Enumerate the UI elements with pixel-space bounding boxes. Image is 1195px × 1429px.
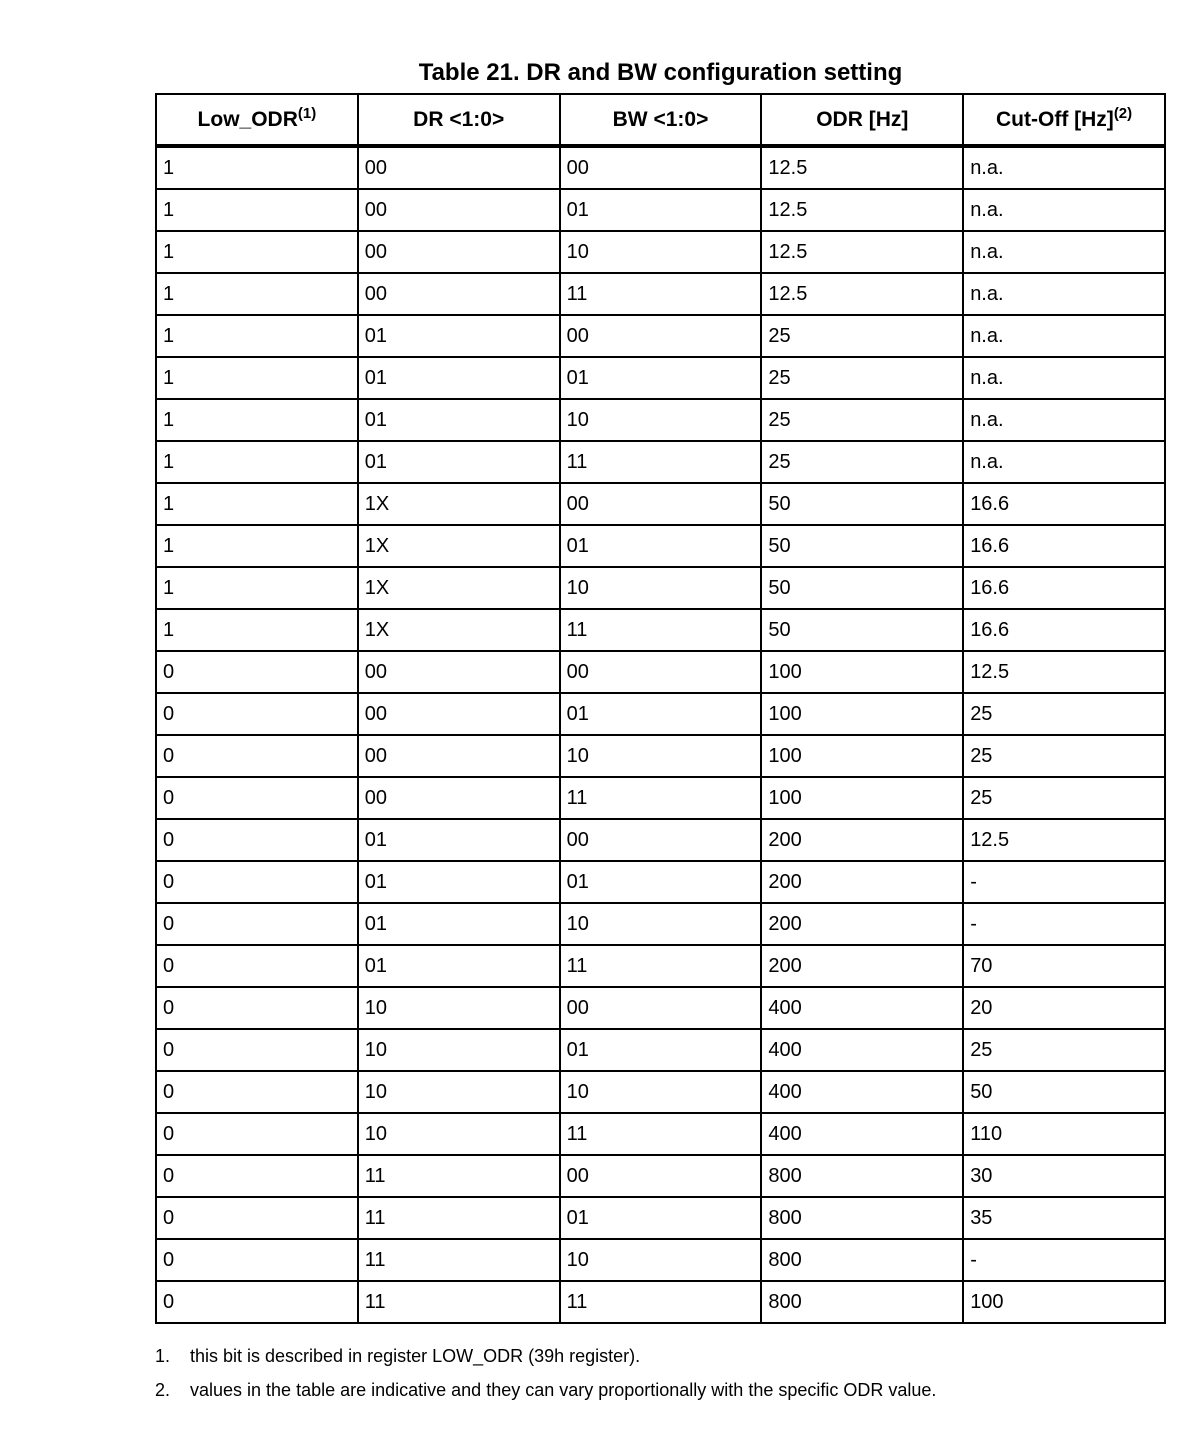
table-cell: 0 [156, 945, 358, 987]
footnote-ref: (1) [297, 104, 317, 122]
table-cell: 00 [358, 777, 560, 819]
column-header-label: Low_ODR [197, 107, 298, 131]
table-cell: 800 [761, 1239, 963, 1281]
table-cell: 0 [156, 651, 358, 693]
table-cell: 0 [156, 693, 358, 735]
table-cell: n.a. [963, 146, 1165, 189]
table-cell: 16.6 [963, 525, 1165, 567]
footnote-number: 2. [155, 1380, 171, 1400]
table-cell: 100 [761, 651, 963, 693]
table-cell: 11 [560, 1113, 762, 1155]
table-cell: 200 [761, 945, 963, 987]
table-cell: 12.5 [761, 231, 963, 273]
table-cell: 1 [156, 231, 358, 273]
table-cell: 01 [560, 693, 762, 735]
table-cell: 00 [560, 1155, 762, 1197]
table-cell: 01 [560, 189, 762, 231]
table-cell: 0 [156, 1071, 358, 1113]
table-cell: 30 [963, 1155, 1165, 1197]
table-cell: 1 [156, 315, 358, 357]
table-cell: 10 [560, 567, 762, 609]
column-header [358, 94, 560, 146]
table-row [156, 315, 1165, 357]
dr-bw-config-table [155, 93, 1166, 1324]
table-cell: 00 [560, 819, 762, 861]
table-title: Table 21. DR and BW configuration setting [418, 59, 903, 86]
table-row [156, 945, 1165, 987]
table-cell: 10 [560, 1071, 762, 1113]
column-header-label: DR <1:0> [413, 107, 505, 131]
table-row [156, 1197, 1165, 1239]
table-cell: 400 [761, 1029, 963, 1071]
table-cell: 11 [358, 1239, 560, 1281]
table-cell: 800 [761, 1197, 963, 1239]
table-cell: 0 [156, 1155, 358, 1197]
table-cell: 01 [358, 357, 560, 399]
table-cell: 35 [963, 1197, 1165, 1239]
table-cell: 25 [963, 777, 1165, 819]
table-body [156, 146, 1165, 1323]
table-row [156, 1155, 1165, 1197]
table-cell: 00 [358, 231, 560, 273]
table-cell: 16.6 [963, 609, 1165, 651]
table-cell: 0 [156, 777, 358, 819]
table-cell: 10 [358, 1071, 560, 1113]
table-row [156, 987, 1165, 1029]
table-cell: 800 [761, 1155, 963, 1197]
table-cell: 10 [560, 1239, 762, 1281]
table-cell: 100 [761, 693, 963, 735]
table-cell: n.a. [963, 441, 1165, 483]
column-header-label: Cut-Off [Hz] [996, 107, 1114, 131]
table-cell: 10 [358, 1113, 560, 1155]
table-cell: 1 [156, 357, 358, 399]
table-cell: 200 [761, 819, 963, 861]
table-row [156, 567, 1165, 609]
table-cell: 11 [358, 1197, 560, 1239]
table-cell: n.a. [963, 189, 1165, 231]
table-cell: 100 [761, 777, 963, 819]
table-cell: 0 [156, 1029, 358, 1071]
column-header-label: BW <1:0> [612, 107, 709, 131]
table-cell: 00 [560, 483, 762, 525]
table-cell: 11 [358, 1155, 560, 1197]
footnote-text: this bit is described in register LOW_ODR (39h register). [190, 1346, 641, 1366]
table-cell: 1X [358, 483, 560, 525]
table-cell: 0 [156, 1281, 358, 1323]
table-cell: 0 [156, 735, 358, 777]
table-cell: 200 [761, 903, 963, 945]
table-cell: - [963, 861, 1165, 903]
table-row [156, 1029, 1165, 1071]
table-row [156, 357, 1165, 399]
table-cell: 100 [761, 735, 963, 777]
table-cell: 12.5 [761, 146, 963, 189]
table-row [156, 693, 1165, 735]
table-cell: 00 [358, 273, 560, 315]
table-cell: 1 [156, 399, 358, 441]
table-cell: 25 [761, 399, 963, 441]
table-cell: 01 [358, 315, 560, 357]
table-cell: 25 [963, 735, 1165, 777]
table-cell: 00 [560, 651, 762, 693]
table-cell: 400 [761, 1113, 963, 1155]
footnote-text: values in the table are indicative and they can vary proportionally with the specific ODR value. [190, 1380, 937, 1400]
table-cell: 00 [358, 651, 560, 693]
table-cell: 0 [156, 861, 358, 903]
table-cell: 01 [358, 399, 560, 441]
table-cell: 00 [560, 987, 762, 1029]
table-row [156, 483, 1165, 525]
table-cell: 50 [963, 1071, 1165, 1113]
table-cell: 00 [358, 693, 560, 735]
table-row [156, 735, 1165, 777]
table-row [156, 1113, 1165, 1155]
table-cell: 12.5 [963, 819, 1165, 861]
table-cell: 16.6 [963, 483, 1165, 525]
table-cell: 25 [963, 693, 1165, 735]
table-row [156, 1239, 1165, 1281]
footnote-number: 1. [155, 1346, 171, 1366]
table-cell: 50 [761, 525, 963, 567]
table-cell: 10 [560, 231, 762, 273]
footnote [155, 1378, 1166, 1402]
table-cell: 01 [358, 819, 560, 861]
table-cell: 25 [761, 357, 963, 399]
table-cell: 25 [761, 441, 963, 483]
table-row [156, 609, 1165, 651]
table-cell: 00 [358, 189, 560, 231]
table-cell: n.a. [963, 399, 1165, 441]
table-cell: 11 [560, 777, 762, 819]
table-cell: 01 [358, 441, 560, 483]
table-row [156, 777, 1165, 819]
table-row [156, 399, 1165, 441]
table-cell: 25 [963, 1029, 1165, 1071]
table-cell: 01 [358, 903, 560, 945]
table-cell: 01 [560, 1029, 762, 1071]
table-cell: 01 [358, 861, 560, 903]
table-header-row [156, 94, 1165, 146]
table-cell: 20 [963, 987, 1165, 1029]
table-cell: 11 [560, 1281, 762, 1323]
table-cell: 11 [358, 1281, 560, 1323]
table-footnotes [155, 1344, 1166, 1412]
footnote [155, 1344, 1166, 1368]
table-cell: 12.5 [761, 273, 963, 315]
table-cell: 10 [358, 1029, 560, 1071]
table-cell: 0 [156, 819, 358, 861]
table-row [156, 189, 1165, 231]
table-row [156, 1281, 1165, 1323]
table-cell: 0 [156, 987, 358, 1029]
table-cell: 11 [560, 945, 762, 987]
table-cell: 01 [560, 525, 762, 567]
table-cell: 00 [358, 146, 560, 189]
table-cell: 1X [358, 567, 560, 609]
table-cell: 12.5 [761, 189, 963, 231]
table-cell: 10 [358, 987, 560, 1029]
table-cell: 100 [963, 1281, 1165, 1323]
table-cell: 00 [560, 146, 762, 189]
table-cell: 0 [156, 1197, 358, 1239]
table-cell: 16.6 [963, 567, 1165, 609]
column-header [560, 94, 762, 146]
table-cell: 01 [358, 945, 560, 987]
table-cell: 1 [156, 483, 358, 525]
table-cell: - [963, 903, 1165, 945]
table-cell: 1 [156, 525, 358, 567]
table-cell: 1 [156, 146, 358, 189]
column-header [761, 94, 963, 146]
table-cell: 800 [761, 1281, 963, 1323]
table-cell: 110 [963, 1113, 1165, 1155]
column-header [963, 94, 1165, 146]
table-row [156, 273, 1165, 315]
table-cell: 10 [560, 399, 762, 441]
table-cell: 50 [761, 609, 963, 651]
table-cell: 1 [156, 567, 358, 609]
table-cell: n.a. [963, 273, 1165, 315]
table-cell: 200 [761, 861, 963, 903]
table-row [156, 1071, 1165, 1113]
table-cell: 50 [761, 483, 963, 525]
table-cell: 70 [963, 945, 1165, 987]
table-cell: 1 [156, 273, 358, 315]
table-cell: 12.5 [963, 651, 1165, 693]
table-row [156, 525, 1165, 567]
table-row [156, 651, 1165, 693]
table-cell: 01 [560, 1197, 762, 1239]
table-row [156, 861, 1165, 903]
table-row [156, 441, 1165, 483]
table-cell: - [963, 1239, 1165, 1281]
table-row [156, 146, 1165, 189]
table-cell: 0 [156, 1113, 358, 1155]
table-cell: 0 [156, 903, 358, 945]
table-cell: 1 [156, 609, 358, 651]
table-cell: 1X [358, 609, 560, 651]
table-cell: 00 [358, 735, 560, 777]
table-cell: 25 [761, 315, 963, 357]
table-cell: 1 [156, 189, 358, 231]
table-row [156, 819, 1165, 861]
table-cell: 11 [560, 273, 762, 315]
table-cell: 11 [560, 441, 762, 483]
table-cell: 00 [560, 315, 762, 357]
table-row [156, 231, 1165, 273]
table-cell: 01 [560, 357, 762, 399]
column-header [156, 94, 358, 146]
table-row [156, 903, 1165, 945]
table-cell: 10 [560, 735, 762, 777]
table-cell: 400 [761, 1071, 963, 1113]
column-header-label: ODR [Hz] [816, 107, 909, 131]
table-cell: 10 [560, 903, 762, 945]
table-cell: n.a. [963, 231, 1165, 273]
table-cell: 0 [156, 1239, 358, 1281]
table-cell: 50 [761, 567, 963, 609]
table-cell: 11 [560, 609, 762, 651]
table-cell: n.a. [963, 357, 1165, 399]
table-cell: n.a. [963, 315, 1165, 357]
table-cell: 400 [761, 987, 963, 1029]
footnote-ref: (2) [1113, 104, 1133, 122]
table-cell: 01 [560, 861, 762, 903]
table-cell: 1X [358, 525, 560, 567]
table-cell: 1 [156, 441, 358, 483]
